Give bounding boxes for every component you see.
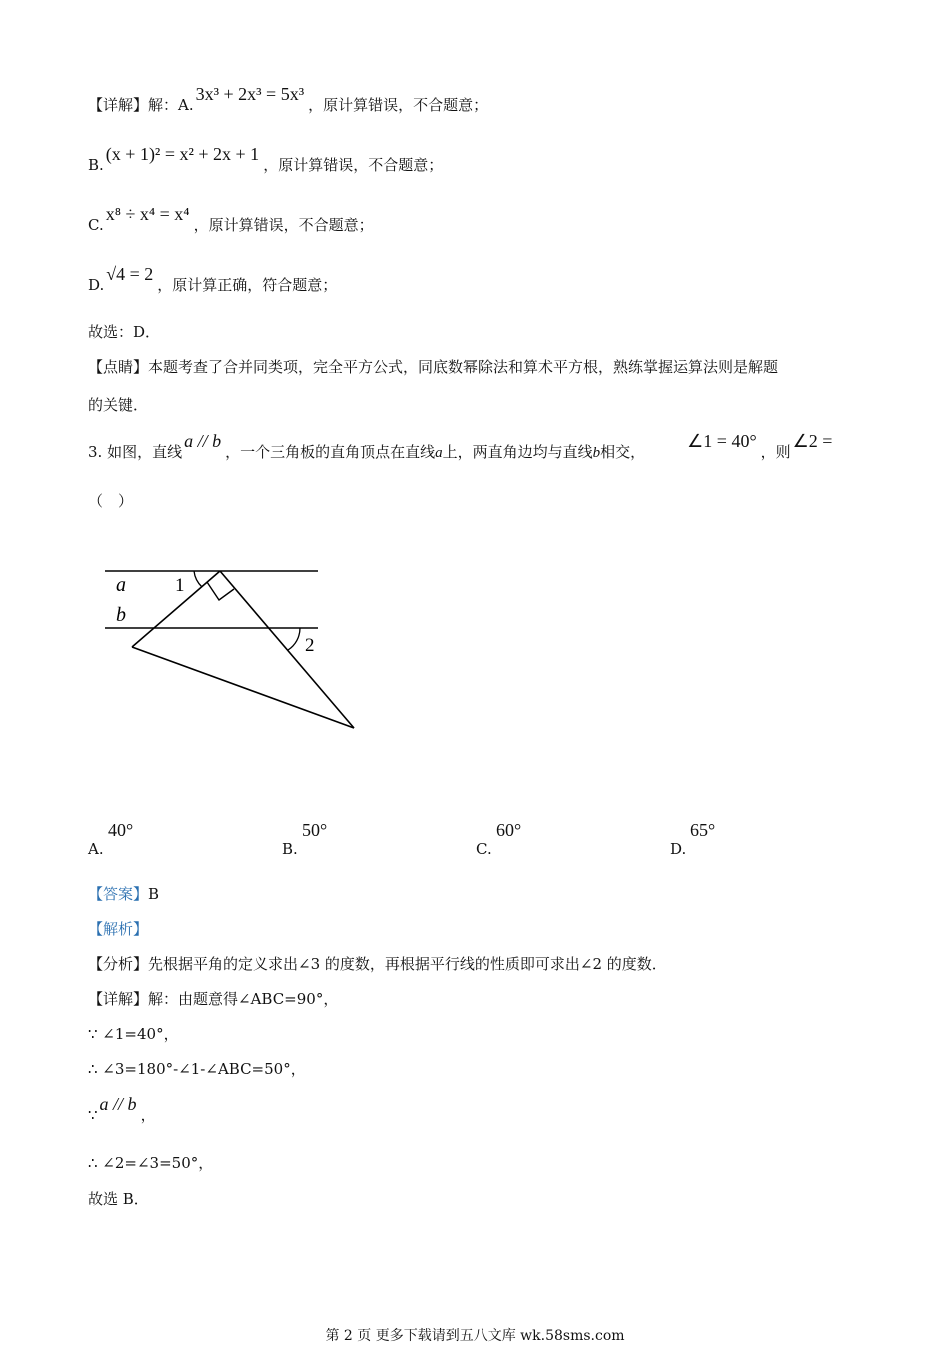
choice-line: 故选：D． <box>88 323 161 341</box>
step-3 <box>88 1094 156 1125</box>
d-math: √4 = 2 <box>106 264 154 284</box>
question-mid1: ，一个三角板的直角顶点在直线 <box>225 443 436 461</box>
option-a-label: A. <box>88 840 104 858</box>
question-math-parallel: a // b <box>184 431 222 451</box>
d-prefix: D. <box>88 276 105 294</box>
option-d-label: D. <box>670 840 687 858</box>
step-3-symbol: ∵ <box>88 1106 98 1124</box>
option-a-value: 40° <box>108 820 134 840</box>
analysis-line: 【分析】先根据平角的定义求出∠3 的度数，再根据平行线的性质即可求出∠2 的度数． <box>88 955 667 973</box>
step-1: ∵ ∠1=40°， <box>88 1025 179 1043</box>
triangle-hypotenuse <box>132 647 354 728</box>
b-math: (x + 1)² = x² + 2x + 1 <box>105 144 260 164</box>
answer-tag: 【答案】 <box>88 885 149 903</box>
detail-a-suffix: ，原计算错误，不合题意； <box>308 96 489 114</box>
label-a: a <box>116 574 126 596</box>
angle-1-arc <box>194 571 202 587</box>
detail-line: 【详解】解：由题意得∠ABC=90°， <box>88 990 339 1008</box>
answer-line <box>88 884 159 904</box>
step-2: ∴ ∠3=180°-∠1-∠ABC=50°， <box>88 1060 306 1078</box>
b-prefix: B. <box>88 156 104 174</box>
question-paren: （ ） <box>88 492 134 510</box>
c-math: x⁸ ÷ x⁴ = x⁴ <box>105 204 190 224</box>
question-math-angle1: ∠1 = 40° <box>687 431 757 451</box>
question-mid4: ，则 <box>760 443 791 461</box>
detail-a-line <box>88 84 489 115</box>
step-3-math: a // b <box>99 1094 137 1114</box>
step-3-end: ， <box>140 1106 156 1124</box>
question-var-b: b <box>592 445 601 461</box>
question-prefix: 3. 如图，直线 <box>88 443 183 461</box>
c-suffix: ，原计算错误，不合题意； <box>193 216 374 234</box>
option-b-value: 50° <box>302 820 328 840</box>
label-b: b <box>116 604 126 626</box>
page-footer: 第 2 页 更多下载请到五八文库 wk.58sms.com <box>325 1328 625 1344</box>
question-mid3: 相交， <box>600 443 646 461</box>
option-b-line <box>88 144 444 175</box>
option-b-label: B. <box>282 840 298 858</box>
option-c-line <box>88 204 374 235</box>
label-2: 2 <box>305 635 315 656</box>
angle-2-arc <box>288 628 300 650</box>
option-c-value: 60° <box>496 820 522 840</box>
c-prefix: C. <box>88 216 104 234</box>
analysis-tag: 【解析】 <box>88 920 149 938</box>
question-math-angle2: ∠2 = <box>792 431 833 451</box>
d-suffix: ，原计算正确，符合题意； <box>157 276 338 294</box>
geometry-figure <box>100 560 370 740</box>
option-d-value: 65° <box>690 820 716 840</box>
question-mid2: 上，两直角边均与直线 <box>442 443 593 461</box>
final-choice: 故选 B． <box>88 1190 149 1208</box>
question-line <box>88 431 836 463</box>
question-var-a: a <box>435 445 443 461</box>
detail-a-math: 3x³ + 2x³ = 5x³ <box>195 84 305 104</box>
option-d-line <box>88 264 338 295</box>
comment-line-2: 的关键． <box>88 396 149 414</box>
b-suffix: ，原计算错误，不合题意； <box>263 156 444 174</box>
detail-a-prefix: 【详解】解：A. <box>88 96 194 114</box>
right-angle-mark <box>207 582 234 600</box>
answer-value: B <box>148 885 160 903</box>
label-1: 1 <box>175 575 185 596</box>
step-4: ∴ ∠2=∠3=50°， <box>88 1154 214 1172</box>
triangle-side-right <box>220 571 354 728</box>
comment-line-1: 【点睛】本题考查了合并同类项，完全平方公式，同底数幂除法和算术平方根，熟练掌握运算法则是解题 <box>88 358 779 376</box>
option-c-label: C. <box>476 840 492 858</box>
